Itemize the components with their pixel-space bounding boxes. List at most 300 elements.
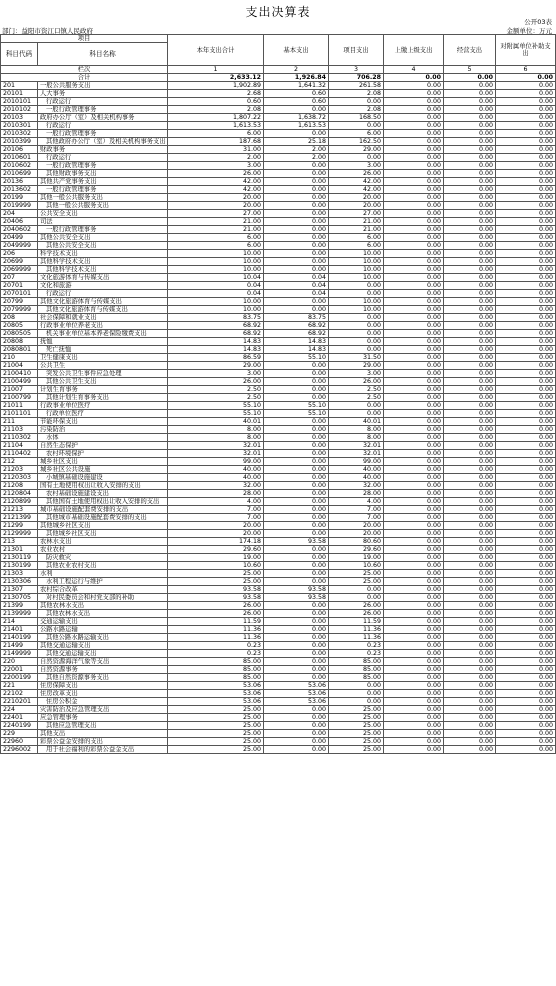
subsidy-value: 0.00: [496, 426, 556, 434]
subject-code: 211: [1, 418, 38, 426]
subject-name: 公路水路运输: [38, 626, 168, 634]
subject-name: 其他公路水路运输支出: [38, 634, 168, 642]
col-upper-header: 上缴上级支出: [384, 35, 444, 66]
total-value: 187.68: [168, 138, 264, 146]
upper-value: 0.00: [384, 666, 444, 674]
project-value: 0.00: [329, 322, 384, 330]
subsidy-value: 0.00: [496, 482, 556, 490]
col-name-header: 科目名称: [38, 43, 168, 66]
column-number-label: 栏次: [1, 66, 168, 74]
table-row: [1, 738, 556, 746]
basic-value: 55.10: [264, 402, 329, 410]
subsidy-value: 0.00: [496, 578, 556, 586]
table-body: [1, 82, 556, 754]
subject-code: 20808: [1, 338, 38, 346]
basic-value: 0.00: [264, 386, 329, 394]
table-row: [1, 298, 556, 306]
subsidy-value: 0.00: [496, 610, 556, 618]
subject-code: 2110302: [1, 434, 38, 442]
upper-value: 0.00: [384, 242, 444, 250]
basic-value: 0.00: [264, 426, 329, 434]
subject-code: 2070101: [1, 290, 38, 298]
project-value: 0.00: [329, 402, 384, 410]
subsidy-value: 0.00: [496, 250, 556, 258]
table-row: [1, 130, 556, 138]
table-row: [1, 178, 556, 186]
business-value: 0.00: [444, 234, 496, 242]
subsidy-value: 0.00: [496, 362, 556, 370]
table-row: [1, 538, 556, 546]
basic-value: 14.83: [264, 338, 329, 346]
total-value: 1,926.84: [264, 74, 329, 82]
subject-code: 20406: [1, 218, 38, 226]
project-value: 25.00: [329, 746, 384, 754]
business-value: 0.00: [444, 266, 496, 274]
subsidy-value: 0.00: [496, 154, 556, 162]
basic-value: 0.00: [264, 362, 329, 370]
upper-value: 0.00: [384, 114, 444, 122]
total-value: 25.00: [168, 746, 264, 754]
subsidy-value: 0.00: [496, 378, 556, 386]
subject-name: 城市基础设施配套费安排的支出: [38, 506, 168, 514]
table-row: [1, 650, 556, 658]
basic-value: 0.00: [264, 506, 329, 514]
basic-value: 1,613.53: [264, 122, 329, 130]
subsidy-value: 0.00: [496, 314, 556, 322]
subject-name: 其他科学技术支出: [38, 266, 168, 274]
basic-value: 0.00: [264, 618, 329, 626]
basic-value: 68.92: [264, 330, 329, 338]
subject-name: 农林水支出: [38, 538, 168, 546]
table-row: [1, 498, 556, 506]
business-value: 0.00: [444, 498, 496, 506]
subsidy-value: 0.00: [496, 234, 556, 242]
business-value: 0.00: [444, 738, 496, 746]
total-value: 0.60: [168, 98, 264, 106]
upper-value: 0.00: [384, 138, 444, 146]
upper-value: 0.00: [384, 178, 444, 186]
project-value: 11.59: [329, 618, 384, 626]
project-value: 20.00: [329, 522, 384, 530]
project-value: 168.50: [329, 114, 384, 122]
business-value: 0.00: [444, 298, 496, 306]
upper-value: 0.00: [384, 146, 444, 154]
subject-code: 2140199: [1, 634, 38, 642]
basic-value: 0.00: [264, 266, 329, 274]
table-row: [1, 722, 556, 730]
project-value: 162.50: [329, 138, 384, 146]
table-row: [1, 226, 556, 234]
table-row: [1, 642, 556, 650]
basic-value: 1,641.32: [264, 82, 329, 90]
subject-code: 213: [1, 538, 38, 546]
project-value: 0.00: [329, 290, 384, 298]
total-value: 25.00: [168, 578, 264, 586]
subject-name: 农村综合改革: [38, 586, 168, 594]
basic-value: 0.00: [264, 210, 329, 218]
subject-name: 灾害防治及应急管理支出: [38, 706, 168, 714]
basic-value: 0.00: [264, 242, 329, 250]
subject-name: 一般行政管理事务: [38, 130, 168, 138]
subsidy-value: 0.00: [496, 370, 556, 378]
upper-value: 0.00: [384, 602, 444, 610]
business-value: 0.00: [444, 290, 496, 298]
project-value: 31.50: [329, 354, 384, 362]
table-row: [1, 434, 556, 442]
subsidy-value: 0.00: [496, 650, 556, 658]
table-row: [1, 154, 556, 162]
subsidy-value: 0.00: [496, 410, 556, 418]
total-value: 20.00: [168, 522, 264, 530]
subject-name: 其他公共卫生支出: [38, 378, 168, 386]
total-value: 68.92: [168, 330, 264, 338]
total-value: 11.36: [168, 634, 264, 642]
basic-value: 83.75: [264, 314, 329, 322]
project-value: 0.00: [329, 314, 384, 322]
project-value: 0.00: [329, 338, 384, 346]
basic-value: 25.18: [264, 138, 329, 146]
subject-name: 行政运行: [38, 122, 168, 130]
business-value: 0.00: [444, 242, 496, 250]
business-value: 0.00: [444, 474, 496, 482]
business-value: 0.00: [444, 730, 496, 738]
project-value: 10.00: [329, 258, 384, 266]
business-value: 0.00: [444, 610, 496, 618]
business-value: 0.00: [444, 554, 496, 562]
upper-value: 0.00: [384, 466, 444, 474]
subject-code: 20103: [1, 114, 38, 122]
table-row: [1, 426, 556, 434]
subject-name: 文化和旅游: [38, 282, 168, 290]
basic-value: 0.00: [264, 306, 329, 314]
total-value: 25.00: [168, 714, 264, 722]
subject-name: 农村基础设施建设支出: [38, 490, 168, 498]
subject-code: 201: [1, 82, 38, 90]
business-value: 0.00: [444, 346, 496, 354]
subsidy-value: 0.00: [496, 282, 556, 290]
project-value: 10.00: [329, 306, 384, 314]
table-row: [1, 410, 556, 418]
project-value: 42.00: [329, 178, 384, 186]
subject-code: 21007: [1, 386, 38, 394]
project-value: 0.00: [329, 594, 384, 602]
subject-code: 206: [1, 250, 38, 258]
table-row: [1, 554, 556, 562]
project-value: 85.00: [329, 666, 384, 674]
basic-value: 0.00: [264, 706, 329, 714]
business-value: 0.00: [444, 226, 496, 234]
subject-code: 21104: [1, 442, 38, 450]
subject-code: 21004: [1, 362, 38, 370]
project-value: 6.00: [329, 130, 384, 138]
table-row: [1, 218, 556, 226]
table-row: [1, 626, 556, 634]
subject-code: 20106: [1, 146, 38, 154]
subject-code: 2121399: [1, 514, 38, 522]
business-value: 0.00: [444, 514, 496, 522]
total-value: 7.00: [168, 506, 264, 514]
project-value: 2.50: [329, 386, 384, 394]
basic-value: 0.00: [264, 522, 329, 530]
total-value: 0.00: [496, 74, 556, 82]
subject-name: 节能环保支出: [38, 418, 168, 426]
total-value: 42.00: [168, 178, 264, 186]
subsidy-value: 0.00: [496, 746, 556, 754]
project-value: 26.00: [329, 602, 384, 610]
subject-name: 行政运行: [38, 290, 168, 298]
column-number: 1: [168, 66, 264, 74]
basic-value: 0.00: [264, 418, 329, 426]
upper-value: 0.00: [384, 682, 444, 690]
business-value: 0.00: [444, 690, 496, 698]
subject-name: 其他公共安全支出: [38, 234, 168, 242]
project-value: 0.00: [329, 122, 384, 130]
basic-value: 0.60: [264, 98, 329, 106]
table-row: [1, 378, 556, 386]
project-value: 10.60: [329, 562, 384, 570]
subject-code: 21213: [1, 506, 38, 514]
subject-code: 2100499: [1, 378, 38, 386]
table-row: [1, 586, 556, 594]
upper-value: 0.00: [384, 458, 444, 466]
table-row: [1, 482, 556, 490]
project-value: 0.00: [329, 690, 384, 698]
project-value: 26.00: [329, 170, 384, 178]
total-value: 19.00: [168, 554, 264, 562]
subsidy-value: 0.00: [496, 634, 556, 642]
total-value: 2.50: [168, 394, 264, 402]
basic-value: 0.00: [264, 530, 329, 538]
table-row: [1, 82, 556, 90]
subsidy-value: 0.00: [496, 226, 556, 234]
subject-code: 20101: [1, 90, 38, 98]
subsidy-value: 0.00: [496, 202, 556, 210]
subsidy-value: 0.00: [496, 546, 556, 554]
subject-name: 其他政府办公厅（室）及相关机构事务支出: [38, 138, 168, 146]
project-value: 0.00: [329, 682, 384, 690]
total-value: 53.06: [168, 682, 264, 690]
business-value: 0.00: [444, 522, 496, 530]
business-value: 0.00: [444, 586, 496, 594]
subject-name: 计划生育事务: [38, 386, 168, 394]
basic-value: 0.00: [264, 258, 329, 266]
business-value: 0.00: [444, 714, 496, 722]
subject-name: 小城镇基础设施建设: [38, 474, 168, 482]
subsidy-value: 0.00: [496, 170, 556, 178]
subsidy-value: 0.00: [496, 138, 556, 146]
business-value: 0.00: [444, 674, 496, 682]
business-value: 0.00: [444, 386, 496, 394]
table-row: [1, 546, 556, 554]
basic-value: 0.00: [264, 450, 329, 458]
subject-code: 2040602: [1, 226, 38, 234]
subject-name: 突发公共卫生事件应急处理: [38, 370, 168, 378]
upper-value: 0.00: [384, 450, 444, 458]
subject-name: 其他交通运输支出: [38, 642, 168, 650]
business-value: 0.00: [444, 410, 496, 418]
table-row: [1, 322, 556, 330]
subject-name: 其他支出: [38, 730, 168, 738]
subject-name: 防灾救灾: [38, 554, 168, 562]
table-row: [1, 490, 556, 498]
table-row: [1, 314, 556, 322]
subject-name: 死亡抚恤: [38, 346, 168, 354]
project-value: 10.00: [329, 266, 384, 274]
subject-name: 其他城市基础设施配套费安排的支出: [38, 514, 168, 522]
upper-value: 0.00: [384, 170, 444, 178]
business-value: 0.00: [444, 362, 496, 370]
upper-value: 0.00: [384, 82, 444, 90]
total-value: 20.00: [168, 202, 264, 210]
total-value: 0.04: [168, 290, 264, 298]
upper-value: 0.00: [384, 650, 444, 658]
subsidy-value: 0.00: [496, 442, 556, 450]
upper-value: 0.00: [384, 690, 444, 698]
total-value: 10.60: [168, 562, 264, 570]
project-value: 3.00: [329, 162, 384, 170]
upper-value: 0.00: [384, 746, 444, 754]
subsidy-value: 0.00: [496, 306, 556, 314]
total-value: 2.68: [168, 90, 264, 98]
total-value: 10.04: [168, 274, 264, 282]
basic-value: 93.58: [264, 594, 329, 602]
business-value: 0.00: [444, 722, 496, 730]
subsidy-value: 0.00: [496, 458, 556, 466]
subject-code: 2013602: [1, 186, 38, 194]
business-value: 0.00: [444, 434, 496, 442]
subject-name: 一般行政管理事务: [38, 186, 168, 194]
project-value: 42.00: [329, 186, 384, 194]
total-value: 29.60: [168, 546, 264, 554]
total-value: 99.00: [168, 458, 264, 466]
basic-value: 0.00: [264, 722, 329, 730]
project-value: 80.60: [329, 538, 384, 546]
upper-value: 0.00: [384, 162, 444, 170]
subject-name: 用于社会福利的彩票公益金支出: [38, 746, 168, 754]
subsidy-value: 0.00: [496, 450, 556, 458]
page-title: 支出决算表: [245, 5, 311, 19]
subject-code: 229: [1, 730, 38, 738]
project-value: 0.23: [329, 650, 384, 658]
subject-name: 抚恤: [38, 338, 168, 346]
subject-name: 其他文化旅游体育与传媒支出: [38, 306, 168, 314]
subject-code: 20199: [1, 194, 38, 202]
subject-name: 其他公共安全支出: [38, 242, 168, 250]
expenditure-table: [0, 34, 556, 754]
subject-code: 2101101: [1, 410, 38, 418]
business-value: 0.00: [444, 258, 496, 266]
subject-code: 2296002: [1, 746, 38, 754]
subject-code: 2120804: [1, 490, 38, 498]
table-row: [1, 210, 556, 218]
subject-name: 其他自然资源事务支出: [38, 674, 168, 682]
total-value: 40.01: [168, 418, 264, 426]
project-value: 25.00: [329, 706, 384, 714]
subject-code: 2129999: [1, 530, 38, 538]
basic-value: 0.00: [264, 394, 329, 402]
subject-name: 行政事业单位养老支出: [38, 322, 168, 330]
basic-value: 0.00: [264, 746, 329, 754]
subsidy-value: 0.00: [496, 122, 556, 130]
table-row: [1, 706, 556, 714]
business-value: 0.00: [444, 106, 496, 114]
project-value: 99.00: [329, 458, 384, 466]
project-value: 0.23: [329, 642, 384, 650]
basic-value: 0.00: [264, 578, 329, 586]
basic-value: 14.83: [264, 346, 329, 354]
form-number: 公开03表: [524, 18, 552, 26]
basic-value: 0.00: [264, 106, 329, 114]
total-value: 1,902.89: [168, 82, 264, 90]
total-value: 25.00: [168, 706, 264, 714]
upper-value: 0.00: [384, 522, 444, 530]
project-value: 10.00: [329, 250, 384, 258]
total-value: 706.28: [329, 74, 384, 82]
basic-value: 2.00: [264, 146, 329, 154]
subject-name: 国有土地使用权出让收入安排的支出: [38, 482, 168, 490]
business-value: 0.00: [444, 666, 496, 674]
subject-name: 司法: [38, 218, 168, 226]
subsidy-value: 0.00: [496, 466, 556, 474]
project-value: 85.00: [329, 674, 384, 682]
subject-name: 其他文化旅游体育与传媒支出: [38, 298, 168, 306]
table-row: [1, 258, 556, 266]
business-value: 0.00: [444, 570, 496, 578]
subject-code: 21303: [1, 570, 38, 578]
project-value: 8.00: [329, 434, 384, 442]
subsidy-value: 0.00: [496, 98, 556, 106]
subject-code: 2080801: [1, 346, 38, 354]
business-value: 0.00: [444, 394, 496, 402]
subsidy-value: 0.00: [496, 258, 556, 266]
upper-value: 0.00: [384, 202, 444, 210]
upper-value: 0.00: [384, 706, 444, 714]
table-row: [1, 506, 556, 514]
total-value: 3.00: [168, 162, 264, 170]
upper-value: 0.00: [384, 282, 444, 290]
total-value: 21.00: [168, 218, 264, 226]
total-value: 40.00: [168, 466, 264, 474]
table-row: [1, 474, 556, 482]
total-value: 11.59: [168, 618, 264, 626]
business-value: 0.00: [444, 322, 496, 330]
project-value: 20.00: [329, 202, 384, 210]
subject-code: 21208: [1, 482, 38, 490]
subsidy-value: 0.00: [496, 730, 556, 738]
subsidy-value: 0.00: [496, 82, 556, 90]
basic-value: 55.10: [264, 410, 329, 418]
total-value: 27.00: [168, 210, 264, 218]
business-value: 0.00: [444, 650, 496, 658]
subsidy-value: 0.00: [496, 642, 556, 650]
total-value: 25.00: [168, 722, 264, 730]
project-value: 27.00: [329, 210, 384, 218]
table-row: [1, 578, 556, 586]
project-value: 29.00: [329, 362, 384, 370]
business-value: 0.00: [444, 98, 496, 106]
business-value: 0.00: [444, 466, 496, 474]
subject-name: 其他计划生育事务支出: [38, 394, 168, 402]
table-row: [1, 330, 556, 338]
upper-value: 0.00: [384, 546, 444, 554]
business-value: 0.00: [444, 658, 496, 666]
table-row: [1, 610, 556, 618]
basic-value: 0.00: [264, 490, 329, 498]
total-value: 21.00: [168, 226, 264, 234]
table-row: [1, 714, 556, 722]
upper-value: 0.00: [384, 322, 444, 330]
basic-value: 55.10: [264, 354, 329, 362]
